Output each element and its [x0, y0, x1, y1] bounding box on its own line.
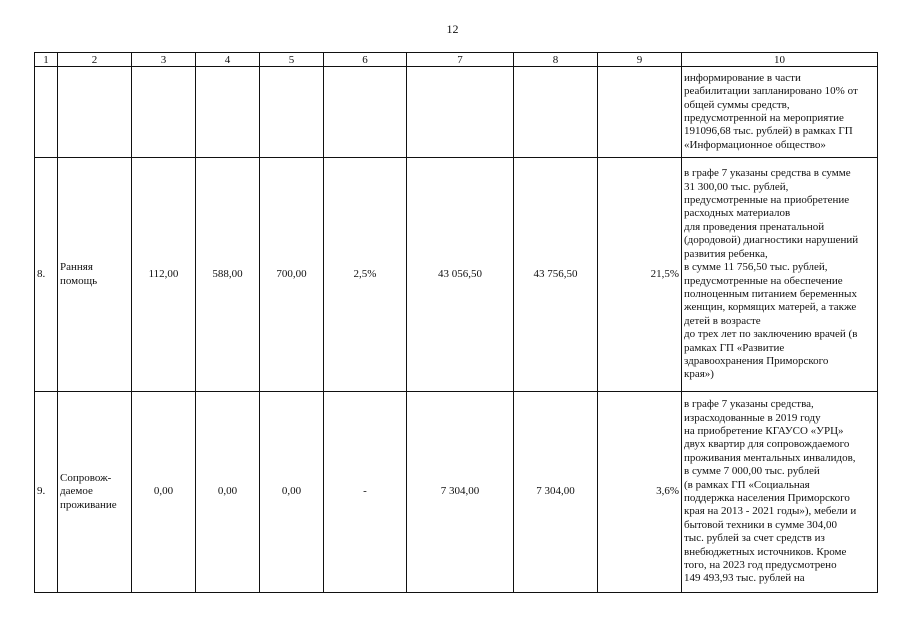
value-cell: 21,5%	[598, 158, 682, 392]
value-cell: 3,6%	[598, 392, 682, 593]
value-cell	[260, 67, 324, 158]
row-number-cell	[35, 67, 58, 158]
value-cell	[514, 67, 598, 158]
value-cell	[598, 67, 682, 158]
table-row	[35, 158, 878, 392]
column-header: 1	[35, 53, 58, 67]
value-cell	[324, 67, 407, 158]
note-cell: информирование в части реабилитации запланировано 10% от общей суммы средств, предусмотренной на мероприятие 191096,68 тыс. рублей) в рамках ГП «Информационное общество»	[682, 67, 878, 158]
column-header: 10	[682, 53, 878, 67]
column-header: 5	[260, 53, 324, 67]
data-table	[34, 52, 878, 593]
value-cell	[407, 67, 514, 158]
note-cell: в графе 7 указаны средства, израсходованные в 2019 году на приобретение КГАУСО «УРЦ» двух квартир для сопровождаемого проживания ментальных инвалидов, в сумме 7 000,00 тыс. рублей (в рамках ГП «Социальная поддержка населения Приморского края на 2013 - 2021 годы»), мебели и бытовой техники в сумме 304,00 тыс. рублей за счет средств из внебюджетных источников. Кроме того, на 2023 год предусмотрено 149 493,93 тыс. рублей на	[682, 392, 878, 593]
row-number-cell: 9.	[35, 392, 58, 593]
value-cell: 7 304,00	[407, 392, 514, 593]
value-cell: 7 304,00	[514, 392, 598, 593]
value-cell: 700,00	[260, 158, 324, 392]
row-number-cell: 8.	[35, 158, 58, 392]
column-header: 9	[598, 53, 682, 67]
value-cell: 588,00	[196, 158, 260, 392]
column-header: 3	[132, 53, 196, 67]
value-cell: -	[324, 392, 407, 593]
measure-name-cell	[58, 67, 132, 158]
header-row	[35, 53, 878, 67]
column-header: 7	[407, 53, 514, 67]
column-header: 8	[514, 53, 598, 67]
value-cell: 43 056,50	[407, 158, 514, 392]
table-row	[35, 392, 878, 593]
table-row	[35, 67, 878, 158]
value-cell: 112,00	[132, 158, 196, 392]
measure-name-cell: Ранняя помощь	[58, 158, 132, 392]
value-cell: 2,5%	[324, 158, 407, 392]
value-cell	[132, 67, 196, 158]
value-cell: 43 756,50	[514, 158, 598, 392]
column-header: 4	[196, 53, 260, 67]
page-number: 12	[446, 22, 459, 36]
value-cell: 0,00	[132, 392, 196, 593]
column-header: 2	[58, 53, 132, 67]
note-cell: в графе 7 указаны средства в сумме 31 300,00 тыс. рублей, предусмотренные на приобретение расходных материалов для проведения пренатальной (дородовой) диагностики нарушений развития ребенка, в сумме 11 756,50 тыс. рублей, предусмотренные на обеспечение полноценным питанием беременных женщин, кормящих матерей, а также детей в возрасте до трех лет по заключению врачей (в рамках ГП «Развитие здравоохранения Приморского края»)	[682, 158, 878, 392]
value-cell	[196, 67, 260, 158]
value-cell: 0,00	[196, 392, 260, 593]
column-header: 6	[324, 53, 407, 67]
value-cell: 0,00	[260, 392, 324, 593]
measure-name-cell: Сопровож-даемое проживание	[58, 392, 132, 593]
